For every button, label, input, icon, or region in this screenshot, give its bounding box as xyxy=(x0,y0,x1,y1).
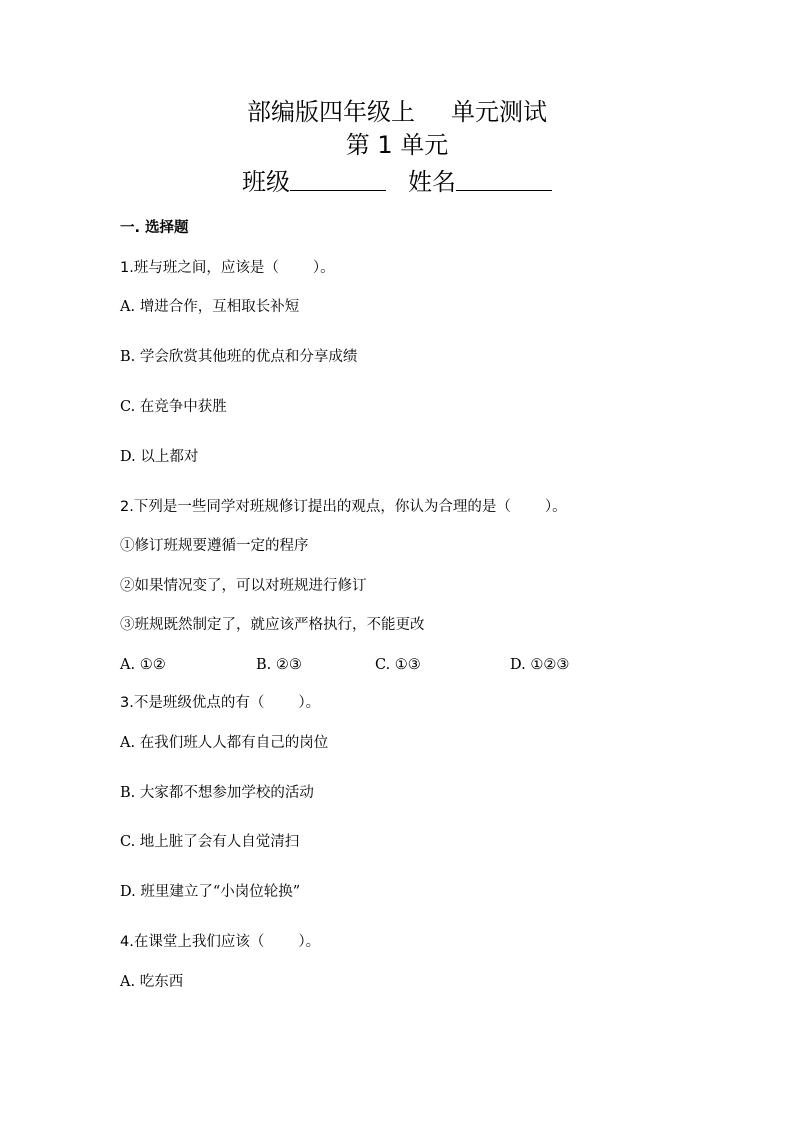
question-text: 在课堂上我们应该（ xyxy=(133,934,265,950)
class-blank[interactable] xyxy=(290,168,386,191)
question-text-end: ）。 xyxy=(298,695,321,711)
statement-1: ①修订班规要遵循一定的程序 xyxy=(120,538,309,554)
question-text: 班与班之间，应该是（ xyxy=(133,260,279,276)
question-text-end: ）。 xyxy=(312,260,335,276)
question-text-end: ）。 xyxy=(544,499,567,515)
worksheet-title xyxy=(0,97,794,127)
option-c[interactable]: C. 在竞争中获胜 xyxy=(120,399,227,415)
option-d[interactable]: D. 班里建立了“小岗位轮换” xyxy=(120,884,301,900)
class-label: 班级 xyxy=(242,168,290,196)
question-text: 下列是一些同学对班规修订提出的观点，你认为合理的是（ xyxy=(133,499,511,515)
option-a[interactable]: A. 增进合作，互相取长补短 xyxy=(120,299,300,315)
question-text-end: ）。 xyxy=(298,934,321,950)
question-number: 4. xyxy=(120,934,134,950)
title-test: 单元测试 xyxy=(451,98,547,126)
question-3-stem xyxy=(120,693,320,713)
question-2-stem xyxy=(120,497,567,517)
question-number: 3. xyxy=(120,695,134,711)
option-a[interactable]: A. 吃东西 xyxy=(120,974,184,990)
option-b[interactable]: B. ②③ xyxy=(256,657,302,673)
title-grade: 部编版四年级上 xyxy=(247,98,415,126)
question-2-options xyxy=(120,655,640,675)
question-text: 不是班级优点的有（ xyxy=(133,695,265,711)
option-a[interactable]: A. 在我们班人人都有自己的岗位 xyxy=(120,735,329,751)
option-a[interactable]: A. ①② xyxy=(120,657,166,673)
student-info xyxy=(0,167,794,197)
option-b[interactable]: B. 大家都不想参加学校的活动 xyxy=(120,785,314,801)
statement-3: ③班规既然制定了，就应该严格执行，不能更改 xyxy=(120,617,425,633)
option-c[interactable]: C. ①③ xyxy=(375,657,421,673)
option-c[interactable]: C. 地上脏了会有人自觉清扫 xyxy=(120,834,300,850)
option-d[interactable]: D. 以上都对 xyxy=(120,449,199,465)
question-4-stem xyxy=(120,932,320,952)
question-number: 2. xyxy=(120,499,134,515)
question-number: 1. xyxy=(120,260,134,276)
option-d[interactable]: D. ①②③ xyxy=(510,657,570,673)
statement-2: ②如果情况变了，可以对班规进行修订 xyxy=(120,578,367,594)
name-blank[interactable] xyxy=(456,168,552,191)
unit-title: 第 1 单元 xyxy=(345,131,449,159)
option-b[interactable]: B. 学会欣赏其他班的优点和分享成绩 xyxy=(120,349,358,365)
name-label: 姓名 xyxy=(408,168,456,196)
section-heading: 一. 选择题 xyxy=(120,220,189,236)
question-1-stem xyxy=(120,258,335,278)
